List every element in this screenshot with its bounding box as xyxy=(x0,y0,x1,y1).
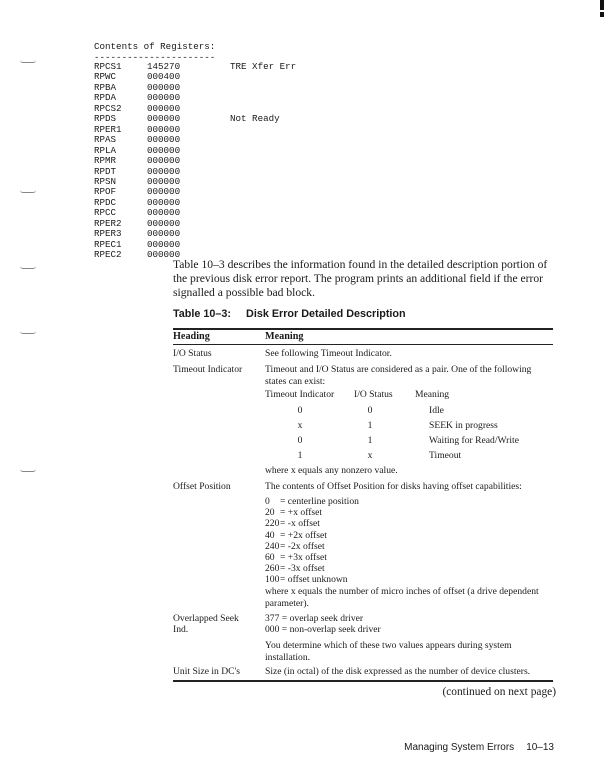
offset-description: = -x offset xyxy=(280,518,320,530)
offset-description: = offset unknown xyxy=(280,574,348,586)
overlap-value-000: 000 = non-overlap seek driver xyxy=(265,624,381,635)
register-value: 000000 xyxy=(147,155,181,167)
register-value: 000000 xyxy=(147,249,181,261)
register-name: RPDS xyxy=(94,113,117,125)
register-value: 000000 xyxy=(147,113,181,125)
timeout-indicator-value: 0 xyxy=(297,435,303,446)
register-name: RPBA xyxy=(94,81,117,93)
register-value: 000000 xyxy=(147,165,181,177)
register-value: 000000 xyxy=(147,207,181,219)
table-top-rule xyxy=(173,328,553,330)
timeout-indicator-value: 0 xyxy=(297,405,303,416)
row-meaning-timeout: Timeout and I/O Status are considered as a pair. One of the following states can exist: xyxy=(265,364,532,387)
register-name: RPMR xyxy=(94,155,117,167)
registers-divider: ---------------------- xyxy=(94,52,216,63)
binder-hole-mark xyxy=(20,331,36,334)
state-meaning: Idle xyxy=(429,405,444,416)
offset-description: = -3x offset xyxy=(280,563,325,575)
overlap-note: You determine which of these two values appears during system installation. xyxy=(265,640,512,663)
state-meaning: Waiting for Read/Write xyxy=(429,435,519,446)
register-value: 000000 xyxy=(147,144,181,156)
register-value: 000000 xyxy=(147,134,181,146)
table-header-rule xyxy=(173,344,553,345)
footer-section-title: Managing System Errors xyxy=(404,742,515,753)
register-name: RPWC xyxy=(94,71,117,83)
register-name: RPOF xyxy=(94,186,117,198)
offset-description: = -2x offset xyxy=(280,540,325,552)
offset-code: 60 xyxy=(265,552,275,563)
row-heading-overlapped-line1: Overlapped Seek xyxy=(173,613,239,624)
offset-code: 220 xyxy=(265,518,280,530)
intro-paragraph: Table 10–3 describes the information found in the detailed description portion of the previous disk error report. The program prints an additional field if the error signalled a possible bad block. xyxy=(173,258,548,299)
register-name: RPER2 xyxy=(94,217,122,229)
io-status-value: x xyxy=(367,450,373,461)
register-value: 000000 xyxy=(147,81,181,93)
offset-code: 20 xyxy=(265,507,275,519)
subtable-header-io: I/O Status xyxy=(354,389,393,400)
offset-code: 100 xyxy=(265,574,280,586)
register-value: 000400 xyxy=(147,71,181,83)
row-heading-timeout: Timeout Indicator xyxy=(173,364,243,375)
offset-description: = +3x offset xyxy=(280,552,327,563)
timeout-indicator-value: 1 xyxy=(297,450,303,461)
register-value: 000000 xyxy=(147,102,181,114)
page-footer xyxy=(404,742,554,753)
register-value: 000000 xyxy=(147,175,181,187)
register-value: 000000 xyxy=(147,92,181,104)
register-note: TRE Xfer Err xyxy=(230,61,297,72)
row-heading-offset: Offset Position xyxy=(173,481,231,492)
register-name: RPCC xyxy=(94,207,117,219)
register-value: 000000 xyxy=(147,228,181,240)
register-value: 000000 xyxy=(147,123,181,135)
register-name: RPEC1 xyxy=(94,238,122,250)
register-value: 000000 xyxy=(147,217,181,229)
offset-code: 260 xyxy=(265,563,280,575)
io-status-value: 1 xyxy=(367,420,373,431)
timeout-indicator-value: x xyxy=(297,420,303,431)
subtable-header-timeout: Timeout Indicator xyxy=(265,389,335,400)
register-name: RPCS1 xyxy=(94,61,122,72)
register-name: RPAS xyxy=(94,134,117,146)
table-title: Disk Error Detailed Description xyxy=(246,308,406,320)
column-header-heading: Heading xyxy=(173,331,210,342)
register-value: 000000 xyxy=(147,196,181,208)
register-name: RPER1 xyxy=(94,123,122,135)
subtable-header-meaning: Meaning xyxy=(415,389,450,400)
scan-edge-mark xyxy=(600,0,604,10)
register-name: RPDA xyxy=(94,92,117,104)
row-heading-overlapped-line2: Ind. xyxy=(173,624,189,635)
state-meaning: Timeout xyxy=(429,450,462,461)
row-heading-io-status: I/O Status xyxy=(173,348,212,359)
binder-hole-mark xyxy=(20,190,36,193)
register-note: Not Ready xyxy=(230,113,280,125)
row-meaning-offset: The contents of Offset Position for disks having offset capabilities: xyxy=(265,481,522,492)
continued-note: (continued on next page) xyxy=(442,686,556,698)
table-bottom-rule xyxy=(173,680,553,682)
register-value: 145270 xyxy=(147,61,181,72)
registers-title: Contents of Registers: xyxy=(94,41,216,52)
offset-description: = +x offset xyxy=(280,507,323,519)
offset-code: 40 xyxy=(265,529,275,541)
register-name: RPLA xyxy=(94,144,117,156)
offset-footnote: where x equals the number of micro inches of offset (a drive dependent parameter). xyxy=(265,586,539,609)
register-name: RPSN xyxy=(94,175,117,187)
io-status-value: 1 xyxy=(367,435,373,446)
binder-hole-mark xyxy=(20,266,36,269)
table-number: Table 10–3: xyxy=(173,308,232,320)
register-name: RPDC xyxy=(94,196,117,208)
register-name: RPCS2 xyxy=(94,102,122,114)
row-meaning-unit-size: Size (in octal) of the disk expressed as the number of device clusters. xyxy=(265,666,531,677)
io-status-value: 0 xyxy=(367,405,373,416)
state-meaning: SEEK in progress xyxy=(429,420,498,431)
row-heading-unit-size: Unit Size in DC's xyxy=(173,666,241,677)
binder-hole-mark xyxy=(20,469,36,472)
binder-hole-mark xyxy=(20,60,36,63)
column-header-meaning: Meaning xyxy=(265,331,304,342)
offset-description: = +2x offset xyxy=(280,529,327,541)
offset-code: 240 xyxy=(265,540,280,552)
offset-code: 0 xyxy=(265,496,270,507)
timeout-footnote: where x equals any nonzero value. xyxy=(265,465,398,476)
table-caption xyxy=(173,308,406,320)
register-name: RPDT xyxy=(94,165,117,177)
page-number: 10–13 xyxy=(526,742,554,753)
register-value: 000000 xyxy=(147,238,181,250)
register-value: 000000 xyxy=(147,186,181,198)
register-name: RPEC2 xyxy=(94,249,122,261)
register-name: RPER3 xyxy=(94,228,122,240)
overlap-value-377: 377 = overlap seek driver xyxy=(265,613,364,624)
offset-description: = centerline position xyxy=(280,496,359,507)
scan-edge-mark xyxy=(600,12,604,17)
row-meaning-io-status: See following Timeout Indicator. xyxy=(265,348,392,359)
